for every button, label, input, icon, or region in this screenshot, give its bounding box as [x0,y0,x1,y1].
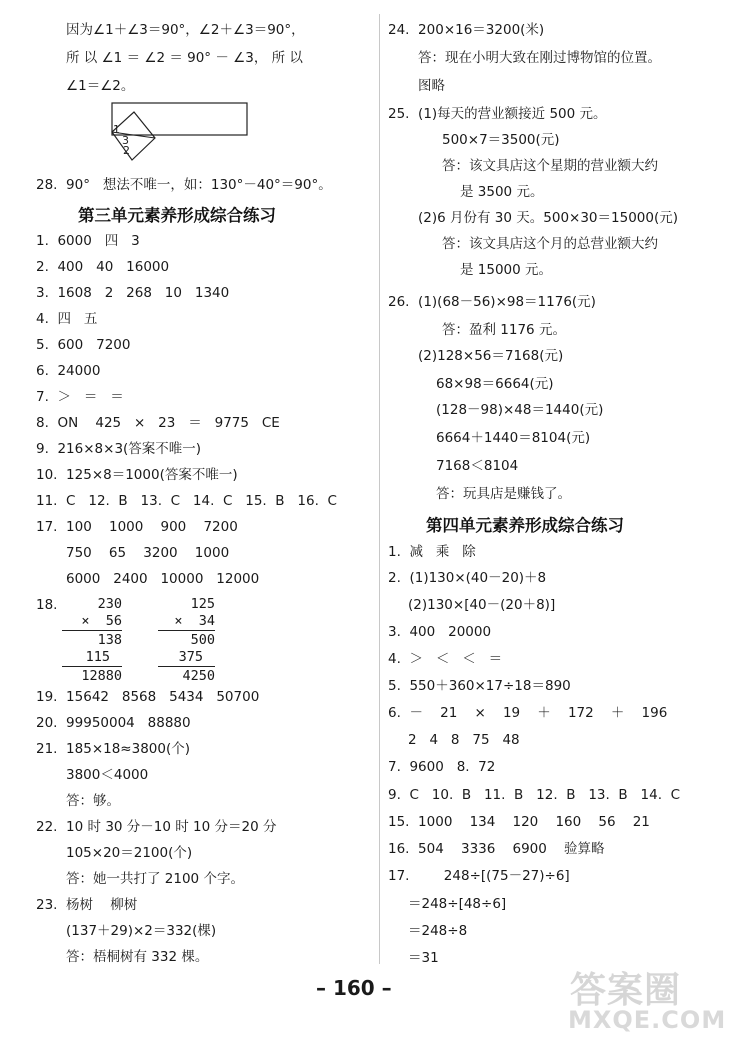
answer-line: 17. 248÷[(75－27)÷6] [388,868,570,884]
calc-row: 125 [190,596,215,612]
calc-row: 12880 [81,668,122,684]
answer-line: 是 3500 元。 [460,184,544,200]
answer-line: 2. 400 40 16000 [36,259,170,275]
page-number: – 160 – [316,976,392,1000]
answer-line: 6000 2400 10000 12000 [66,571,260,587]
column-divider [379,14,380,964]
answer-28: 28. 90° 想法不唯一，如：130°－40°＝90°。 [36,177,332,193]
answer-line: 答：该文具店这个月的总营业额大约 [442,236,658,252]
answer-line: 3800＜4000 [66,767,149,783]
answer-line: 答：该文具店这个星期的营业额大约 [442,158,658,174]
answer-line: 2. (1)130×(40－20)＋8 [388,570,547,586]
answer-line: 8. ON 425 × 23 ＝ 9775 CE [36,415,280,431]
calc-row: 375 [178,649,203,665]
proof-line: ∠1＝∠2。 [66,78,135,94]
calc-row: 138 [97,632,122,648]
answer-line: 6. 24000 [36,363,101,379]
answer-line: 23. 杨树 柳树 [36,897,138,913]
answer-line: 22. 10 时 30 分－10 时 10 分＝20 分 [36,819,277,835]
answer-line: ＝248÷8 [408,923,468,939]
answer-line: 答：梧桐树有 332 棵。 [66,949,209,965]
answer-line: 答：现在小明大致在刚过博物馆的位置。 [418,50,661,66]
angle-label-1: 1 [113,123,120,136]
answer-line: (2)130×[40－(20＋8)] [408,597,556,613]
vertical-multiplication-2 [158,595,215,685]
answer-line: 答：她一共打了 2100 个字。 [66,871,244,887]
answer-line: ＝31 [408,950,439,966]
answer-line: (2)6 月份有 30 天。500×30＝15000(元) [418,210,679,226]
answer-line: 1. 6000 四 3 [36,233,140,249]
calc-row: × 34 [174,613,215,629]
answer-line: 21. 185×18≈3800(个) [36,741,191,757]
answer-line: 答：盈利 1176 元。 [442,322,566,338]
answer-line: 答：玩具店是赚钱了。 [436,486,571,502]
answer-line: 17. 100 1000 900 7200 [36,519,238,535]
section-heading-unit4: 第四单元素养形成综合练习 [426,516,624,535]
proof-line: 因为∠1＋∠3＝90°，∠2＋∠3＝90°， [66,22,305,38]
answer-line: 3. 400 20000 [388,624,492,640]
answer-line: (2)128×56＝7168(元) [418,348,564,364]
watermark-url: MXQE.COM [568,1006,727,1034]
answer-line: 500×7＝3500(元) [442,132,560,148]
answer-line: 是 15000 元。 [460,262,553,278]
answer-line: 18. [36,597,58,613]
watermark [560,960,745,1038]
angle-label-3: 3 [122,134,129,147]
answer-line: 25. (1)每天的营业额接近 500 元。 [388,106,607,122]
answer-line: 10. 125×8＝1000(答案不唯一) [36,467,238,483]
answer-line: 2 4 8 75 48 [408,732,520,748]
answer-line: (128－98)×48＝1440(元) [436,402,604,418]
vertical-multiplication-1 [62,595,122,685]
answer-line: 7. ＞ ＝ ＝ [36,389,124,405]
answer-line: 3. 1608 2 268 10 1340 [36,285,230,301]
answer-line: 16. 504 3336 6900 验算略 [388,841,605,857]
answer-line: 4. 四 五 [36,311,98,327]
proof-line: 所 以 ∠1 ＝ ∠2 ＝ 90° － ∠3， 所 以 [66,50,303,66]
answer-line: 6. － 21 × 19 ＋ 172 ＋ 196 [388,705,668,721]
answer-line: 19. 15642 8568 5434 50700 [36,689,260,705]
answer-line: 1. 减 乘 除 [388,544,476,560]
answer-line: 11. C 12. B 13. C 14. C 15. B 16. C [36,493,337,509]
calc-row: 500 [190,632,215,648]
answer-line: 750 65 3200 1000 [66,545,230,561]
answer-line: 图略 [418,78,445,94]
answer-line: 68×98＝6664(元) [436,376,554,392]
answer-line: 答：够。 [66,793,120,809]
answer-line: ＝248÷[48÷6] [408,896,507,912]
angle-figure [100,100,260,162]
calc-row: 230 [97,596,122,612]
calc-row: 115 [85,649,110,665]
answer-line: 4. ＞ ＜ ＜ ＝ [388,651,503,667]
angle-label-2: 2 [123,144,130,157]
calc-row: 4250 [182,668,215,684]
answer-line: 6664＋1440＝8104(元) [436,430,591,446]
calc-row: × 56 [81,613,122,629]
answer-line: 9. 216×8×3(答案不唯一) [36,441,202,457]
answer-line: 26. (1)(68－56)×98＝1176(元) [388,294,596,310]
answer-line: 5. 550＋360×17÷18＝890 [388,678,571,694]
watermark-logo: 答案圈 [570,970,682,1011]
answer-line: 7. 9600 8. 72 [388,759,496,775]
answer-line: 7168＜8104 [436,458,519,474]
answer-line: 15. 1000 134 120 160 56 21 [388,814,650,830]
answer-line: 20. 99950004 88880 [36,715,191,731]
answer-line: (137＋29)×2＝332(棵) [66,923,217,939]
answer-line: 9. C 10. B 11. B 12. B 13. B 14. C [388,787,680,803]
answer-line: 105×20＝2100(个) [66,845,193,861]
answer-line: 24. 200×16＝3200(米) [388,22,545,38]
answer-line: 5. 600 7200 [36,337,131,353]
section-heading-unit3: 第三单元素养形成综合练习 [78,206,276,225]
